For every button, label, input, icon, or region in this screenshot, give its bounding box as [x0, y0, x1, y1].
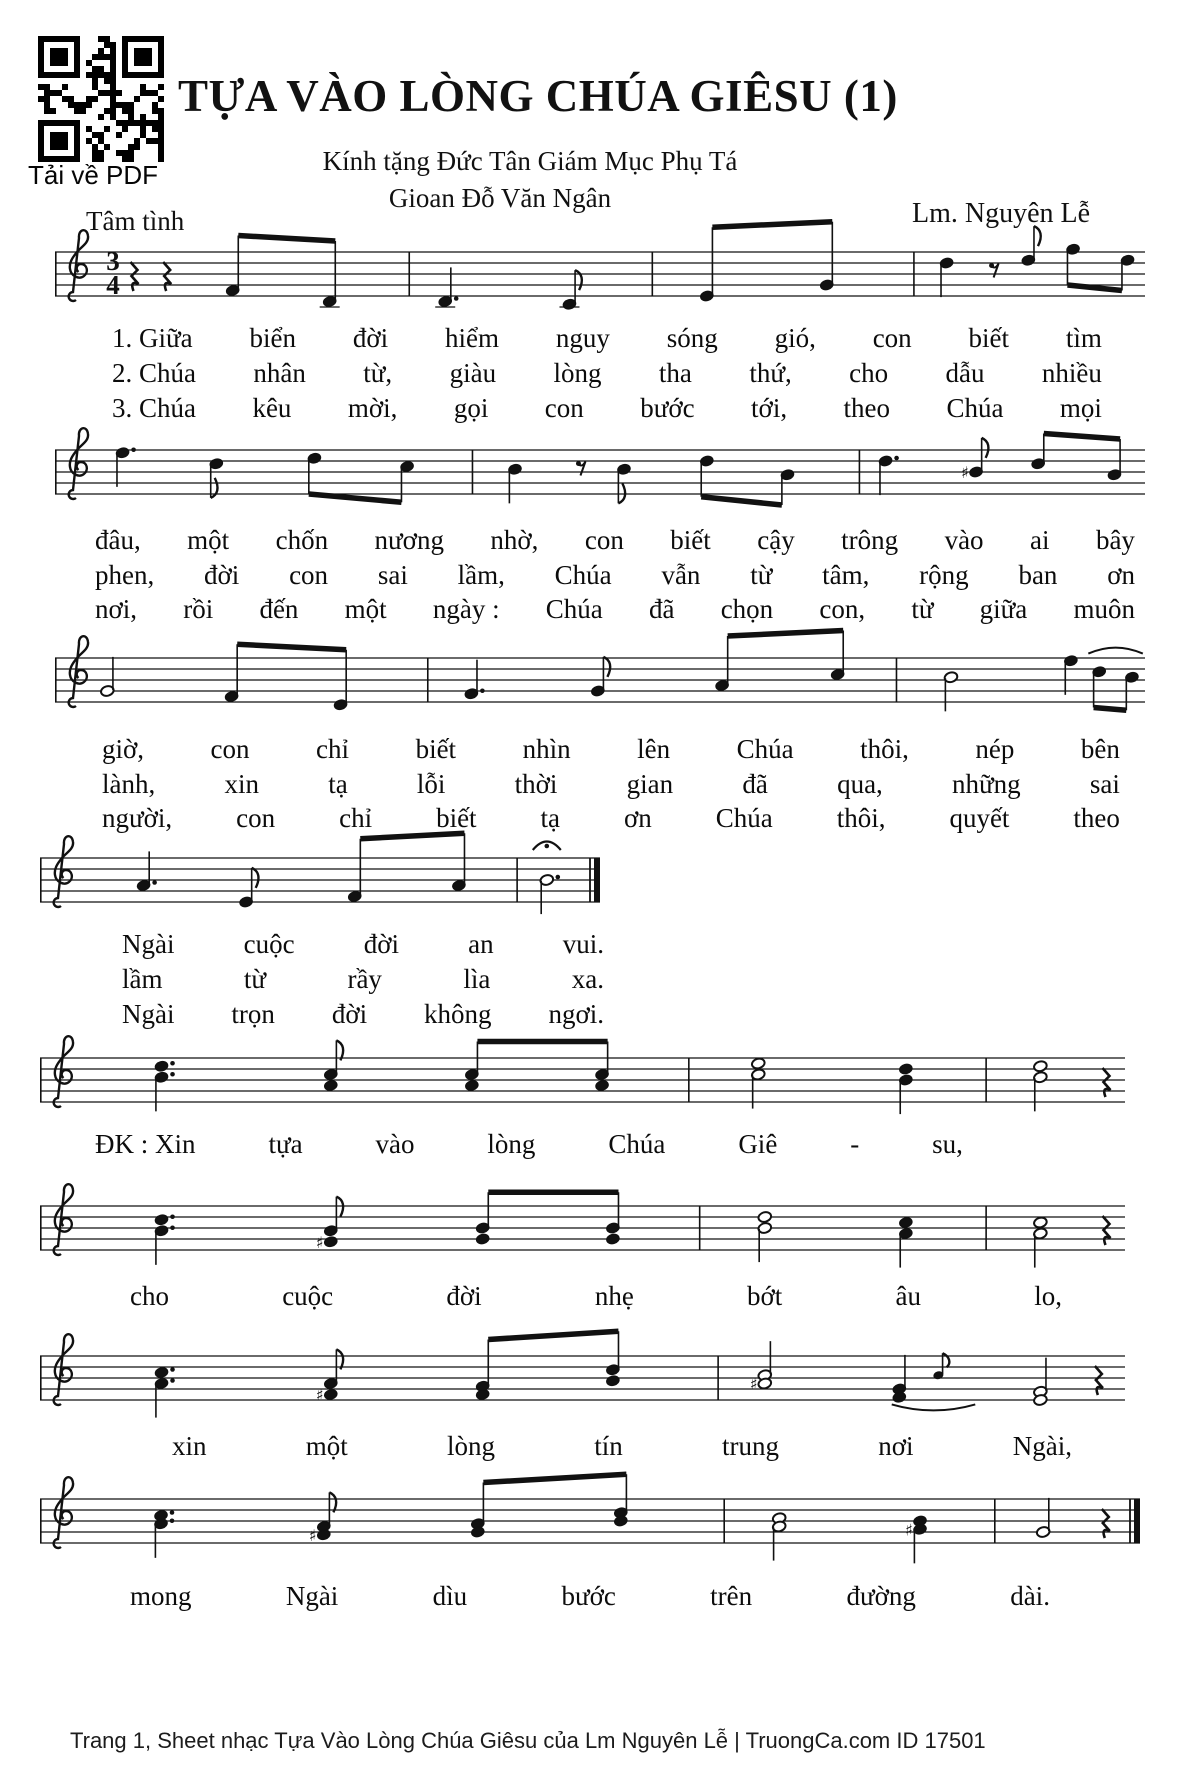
lyric-word: -	[850, 1129, 860, 1159]
lyric-word: bên	[1080, 734, 1120, 764]
lyric-word: mời,	[347, 393, 398, 423]
lyric-word: con	[584, 525, 624, 555]
lyric-word: thôi,	[836, 803, 886, 833]
final-barline	[594, 858, 600, 902]
lyric-word: cuộc	[243, 929, 295, 959]
lyric-word: lòng	[447, 1431, 496, 1461]
lyric-word: giờ,	[102, 734, 145, 764]
eighth-flag	[943, 1353, 950, 1367]
beam	[712, 222, 832, 228]
lyric-word: nơi	[878, 1431, 914, 1461]
lyric-word: theo	[843, 393, 891, 423]
lyric-word: ngày :	[432, 594, 500, 624]
eighth-flag	[211, 478, 218, 498]
lyric-word: lòng	[487, 1129, 536, 1159]
augmentation-dot	[170, 1061, 175, 1066]
tie-arc	[892, 1404, 976, 1410]
time-signature-numerator: 3	[106, 246, 120, 276]
lyric-word: lên	[637, 734, 671, 764]
sharp-accidental: ♯	[315, 1232, 324, 1252]
lyric-row-chorus-line4	[130, 1580, 1050, 1612]
notehead	[605, 1375, 620, 1387]
lyric-word: lìa	[463, 964, 491, 994]
eighth-flag	[1034, 226, 1041, 246]
augmentation-dot	[480, 688, 485, 693]
treble-clef-icon	[54, 1036, 73, 1107]
notehead	[595, 1079, 610, 1091]
lyric-row-verse2-line1	[112, 357, 1102, 389]
lyric-word: Chúa	[545, 594, 603, 624]
time-signature-denominator: 4	[106, 270, 120, 300]
staff-2	[55, 406, 1145, 538]
lyric-word: xin	[224, 769, 259, 799]
qr-code[interactable]	[38, 36, 166, 164]
sharp-accidental: ♯	[308, 1525, 317, 1545]
lyric-word: qua,	[837, 769, 883, 799]
augmentation-dot	[894, 456, 899, 461]
lyric-row-verse1-line3	[102, 733, 1120, 765]
notehead	[464, 1079, 479, 1091]
eighth-flag	[982, 438, 989, 458]
beam	[1094, 708, 1127, 711]
lyric-word: chỉ	[316, 734, 350, 764]
lyric-word: su,	[932, 1129, 963, 1159]
lyric-word: vẫn	[661, 560, 701, 590]
lyric-word: tựa	[268, 1129, 303, 1159]
lyric-row-verse3-line3	[102, 802, 1120, 834]
augmentation-dot	[170, 1510, 175, 1515]
lyric-word: nhiều	[1041, 358, 1102, 388]
lyric-word: ai	[1030, 525, 1050, 555]
lyric-word: cho	[130, 1281, 169, 1311]
lyric-word: 3. Chúa	[112, 393, 196, 423]
lyric-row-chorus-line2	[130, 1280, 1062, 1312]
quarter-rest	[163, 262, 171, 291]
lyric-word: tạ	[540, 803, 561, 833]
notehead	[898, 1063, 913, 1075]
lyric-word: lầm	[122, 964, 163, 994]
beam	[1067, 285, 1122, 291]
lyric-row-verse2-line3	[102, 768, 1120, 800]
lyric-word: con	[210, 734, 250, 764]
treble-clef-icon	[69, 230, 88, 301]
lyric-word: Ngài	[122, 999, 175, 1029]
lyric-word: tha	[658, 358, 692, 388]
lyric-word: nhẹ	[594, 1281, 634, 1311]
lyric-row-verse3-line1	[112, 392, 1102, 424]
lyric-row-chorus-line3	[172, 1430, 1072, 1462]
quarter-rest	[1102, 1068, 1110, 1097]
lyric-word: đã	[742, 769, 768, 799]
lyric-word: biển	[249, 323, 296, 353]
lyric-word: rồi	[183, 594, 214, 624]
lyric-row-verse1-line1	[112, 322, 1102, 354]
quarter-rest	[1102, 1216, 1110, 1245]
augmentation-dot	[131, 447, 136, 452]
qr-code-image	[38, 36, 166, 164]
lyric-word: xa.	[571, 964, 604, 994]
lyric-word: ơn	[624, 803, 652, 833]
dedication-line-2: Gioan Đỗ Văn Ngân	[388, 183, 612, 213]
lyric-word: con	[544, 393, 584, 423]
notehead	[323, 1079, 338, 1091]
dedication-line-1: Kính tặng Đức Tân Giám Mục Phụ Tá	[322, 146, 738, 176]
lyric-word: mọi	[1059, 393, 1102, 423]
lyric-row-verse1-line4	[122, 928, 604, 960]
lyric-word: đã	[649, 594, 675, 624]
lyric-word: đường	[846, 1581, 916, 1611]
lyric-word: từ	[243, 964, 267, 994]
lyric-word: con	[872, 323, 912, 353]
lyric-word: tín	[594, 1431, 623, 1461]
lyric-word: trọn	[231, 999, 275, 1029]
lyric-word: trông	[841, 525, 899, 555]
augmentation-dot	[170, 1214, 175, 1219]
treble-clef-icon	[69, 428, 88, 499]
lyric-word: thứ,	[749, 358, 792, 388]
tempo-marking: Tâm tình	[86, 206, 185, 236]
lyric-word: kêu	[252, 393, 292, 423]
treble-clef-icon	[54, 1334, 73, 1405]
notehead	[154, 1366, 169, 1378]
download-pdf-link[interactable]: Tải về PDF	[28, 160, 159, 190]
lyric-word: gọi	[453, 393, 489, 423]
lyric-row-verse1-line2	[95, 524, 1135, 556]
lyric-word: nép	[975, 734, 1015, 764]
sharp-accidental: ♯	[749, 1374, 758, 1394]
lyric-word: cuộc	[282, 1281, 334, 1311]
lyric-word: tạ	[328, 769, 348, 799]
lyric-word: từ	[911, 594, 934, 624]
page-title: TỰA VÀO LÒNG CHÚA GIÊSU (1)	[178, 71, 898, 121]
lyric-word: nhờ,	[490, 525, 539, 555]
beam	[309, 494, 402, 502]
lyric-word: nương	[374, 525, 444, 555]
beam	[1044, 434, 1120, 440]
augmentation-dot	[170, 1367, 175, 1372]
half-notehead	[757, 1211, 772, 1223]
lyric-word: sóng	[666, 323, 718, 353]
lyric-word: phen,	[95, 560, 155, 590]
lyric-word: Chúa	[608, 1129, 666, 1159]
quarter-rest	[1102, 1509, 1110, 1538]
lyric-word: bước	[561, 1581, 616, 1611]
augmentation-dot	[454, 296, 459, 301]
lyric-word: cậy	[757, 525, 795, 555]
notehead	[323, 1388, 338, 1400]
lyric-word: biết	[968, 323, 1010, 353]
final-barline	[1134, 1499, 1140, 1543]
lyric-word: từ	[750, 560, 773, 590]
treble-clef-icon	[54, 1477, 73, 1548]
footer-text: Trang 1, Sheet nhạc Tựa Vào Lòng Chúa Giêsu của Lm Nguyên Lễ | TruongCa.com ID 17501	[70, 1728, 986, 1753]
sharp-accidental: ♯	[315, 1385, 324, 1405]
lyric-word: ĐK : Xin	[95, 1129, 196, 1159]
eighth-flag	[603, 657, 610, 677]
augmentation-dot	[170, 1378, 175, 1383]
lyric-word: rầy	[347, 964, 382, 994]
lyric-word: đời	[352, 323, 389, 353]
beam	[360, 833, 464, 839]
augmentation-dot	[152, 880, 157, 885]
lyric-word: lành,	[102, 769, 156, 799]
lyric-word: thời	[514, 769, 558, 799]
lyric-word: một	[305, 1431, 348, 1461]
lyric-word: đời	[204, 560, 240, 590]
eighth-flag	[575, 270, 582, 290]
lyric-word: cho	[849, 358, 889, 388]
lyric-word: những	[952, 769, 1021, 799]
beam	[488, 1331, 618, 1339]
beam	[728, 631, 844, 637]
lyric-word: Chúa	[554, 560, 612, 590]
half-notehead	[751, 1057, 766, 1069]
lyric-word: ngơi.	[548, 999, 604, 1029]
lyric-word: sai	[377, 560, 408, 590]
staff-7	[40, 1312, 1125, 1444]
lyric-word: chốn	[275, 525, 329, 555]
half-notehead	[1033, 1060, 1048, 1072]
lyric-row-verse2-line4	[122, 963, 604, 995]
lyric-word: nơi,	[95, 594, 138, 624]
augmentation-dot	[170, 1518, 175, 1523]
notehead	[475, 1233, 490, 1245]
lyric-row-verse3-line4	[122, 998, 604, 1030]
lyric-word: 2. Chúa	[112, 358, 196, 388]
lyric-word: tìm	[1065, 323, 1102, 353]
lyric-word: Chúa	[946, 393, 1004, 423]
lyric-word: tới,	[751, 393, 788, 423]
lyric-word: đến	[259, 594, 299, 624]
staff-8	[40, 1455, 1140, 1587]
sharp-accidental: ♯	[961, 463, 969, 482]
lyric-row-chorus-line1	[95, 1128, 963, 1160]
lyric-word: thôi,	[860, 734, 909, 764]
sharp-accidental: ♯	[905, 1520, 913, 1540]
staff-6	[40, 1162, 1125, 1294]
lyric-word: đời	[363, 929, 399, 959]
lyric-word: Ngài	[285, 1581, 339, 1611]
beam	[237, 644, 346, 650]
notehead	[898, 1216, 913, 1228]
lyric-word: dìu	[432, 1581, 468, 1611]
lyric-word: hiểm	[444, 323, 499, 353]
lyric-word: biết	[415, 734, 457, 764]
lyric-word: bớt	[747, 1281, 783, 1311]
lyric-word: vui.	[562, 929, 604, 959]
lyric-word: vào	[944, 525, 984, 555]
lyric-word: người,	[102, 803, 173, 833]
lyric-word: con	[289, 560, 329, 590]
lyric-word: 1. Giữa	[112, 323, 193, 353]
lyric-word: Ngài,	[1012, 1431, 1072, 1461]
lyric-word: Giê	[738, 1129, 778, 1159]
quarter-rest	[1095, 1366, 1103, 1395]
lyric-word: gió,	[774, 323, 816, 353]
lyric-word: âu	[895, 1281, 921, 1311]
lyric-word: muôn	[1073, 594, 1135, 624]
notehead	[323, 1236, 338, 1248]
augmentation-dot	[170, 1225, 175, 1230]
lyric-word: rộng	[919, 560, 969, 590]
lyric-word: Chúa	[736, 734, 794, 764]
lyric-word: ơn	[1107, 560, 1135, 590]
lyric-row-verse3-line2	[95, 593, 1135, 625]
eighth-flag	[336, 1197, 343, 1217]
eighth-flag	[252, 868, 259, 888]
lyric-word: Chúa	[715, 803, 773, 833]
lyric-word: bước	[640, 393, 695, 423]
lyric-word: dài.	[1010, 1581, 1050, 1611]
lyric-word: đời	[446, 1281, 482, 1311]
lyric-word: con,	[819, 594, 866, 624]
lyric-word: chọn	[720, 594, 774, 624]
lyric-word: lo,	[1034, 1281, 1062, 1311]
lyric-word: lòng	[553, 358, 602, 388]
lyric-word: một	[344, 594, 387, 624]
staff-3	[55, 614, 1145, 746]
augmentation-dot	[170, 1072, 175, 1077]
notehead	[154, 1214, 169, 1226]
lyric-word: con	[236, 803, 276, 833]
lyric-word: dẫu	[945, 358, 985, 388]
lyric-word: trung	[722, 1431, 779, 1461]
lyric-word: đâu,	[95, 525, 141, 555]
lyric-word: biết	[436, 803, 477, 833]
lyric-word: chỉ	[339, 803, 373, 833]
lyric-word: nhân	[253, 358, 306, 388]
treble-clef-icon	[54, 1184, 73, 1255]
notehead	[605, 1233, 620, 1245]
lyric-word: an	[468, 929, 494, 959]
lyric-word: mong	[130, 1581, 192, 1611]
lyric-word: một	[187, 525, 230, 555]
lyric-word: sai	[1089, 769, 1120, 799]
lyric-word: gian	[626, 769, 674, 799]
lyric-word: xin	[172, 1431, 207, 1461]
lyric-word: tâm,	[822, 560, 870, 590]
lyric-word: quyết	[949, 803, 1010, 833]
lyric-word: giàu	[449, 358, 497, 388]
beam	[483, 1474, 626, 1482]
lyric-word: nguy	[555, 323, 610, 353]
half-notehead	[1033, 1216, 1048, 1228]
lyric-word: không	[424, 999, 492, 1029]
tie-arc	[1088, 648, 1143, 654]
augmentation-dot	[556, 875, 561, 880]
lyric-word: biết	[670, 525, 711, 555]
beam	[701, 497, 782, 505]
staff-5	[40, 1014, 1125, 1146]
lyric-word: theo	[1073, 803, 1120, 833]
lyric-word: từ,	[363, 358, 393, 388]
lyric-row-verse2-line2	[95, 559, 1135, 591]
lyric-word: giữa	[979, 594, 1028, 624]
lyric-word: lỗi	[416, 769, 446, 799]
lyric-word: Ngài	[122, 929, 175, 959]
lyric-word: lầm,	[457, 560, 505, 590]
composer-credit: Lm. Nguyên Lễ	[912, 198, 1091, 229]
quarter-rest	[130, 262, 138, 291]
lyric-word: trên	[710, 1581, 753, 1611]
treble-clef-icon	[54, 836, 73, 907]
lyric-word: ban	[1018, 560, 1058, 590]
beam	[238, 236, 335, 242]
lyric-word: nhìn	[522, 734, 571, 764]
lyric-word: bây	[1095, 525, 1135, 555]
lyric-word: vào	[375, 1129, 415, 1159]
notehead	[154, 1060, 169, 1072]
staff-1	[55, 208, 1145, 340]
treble-clef-icon	[69, 636, 88, 707]
lyric-word: đời	[331, 999, 368, 1029]
